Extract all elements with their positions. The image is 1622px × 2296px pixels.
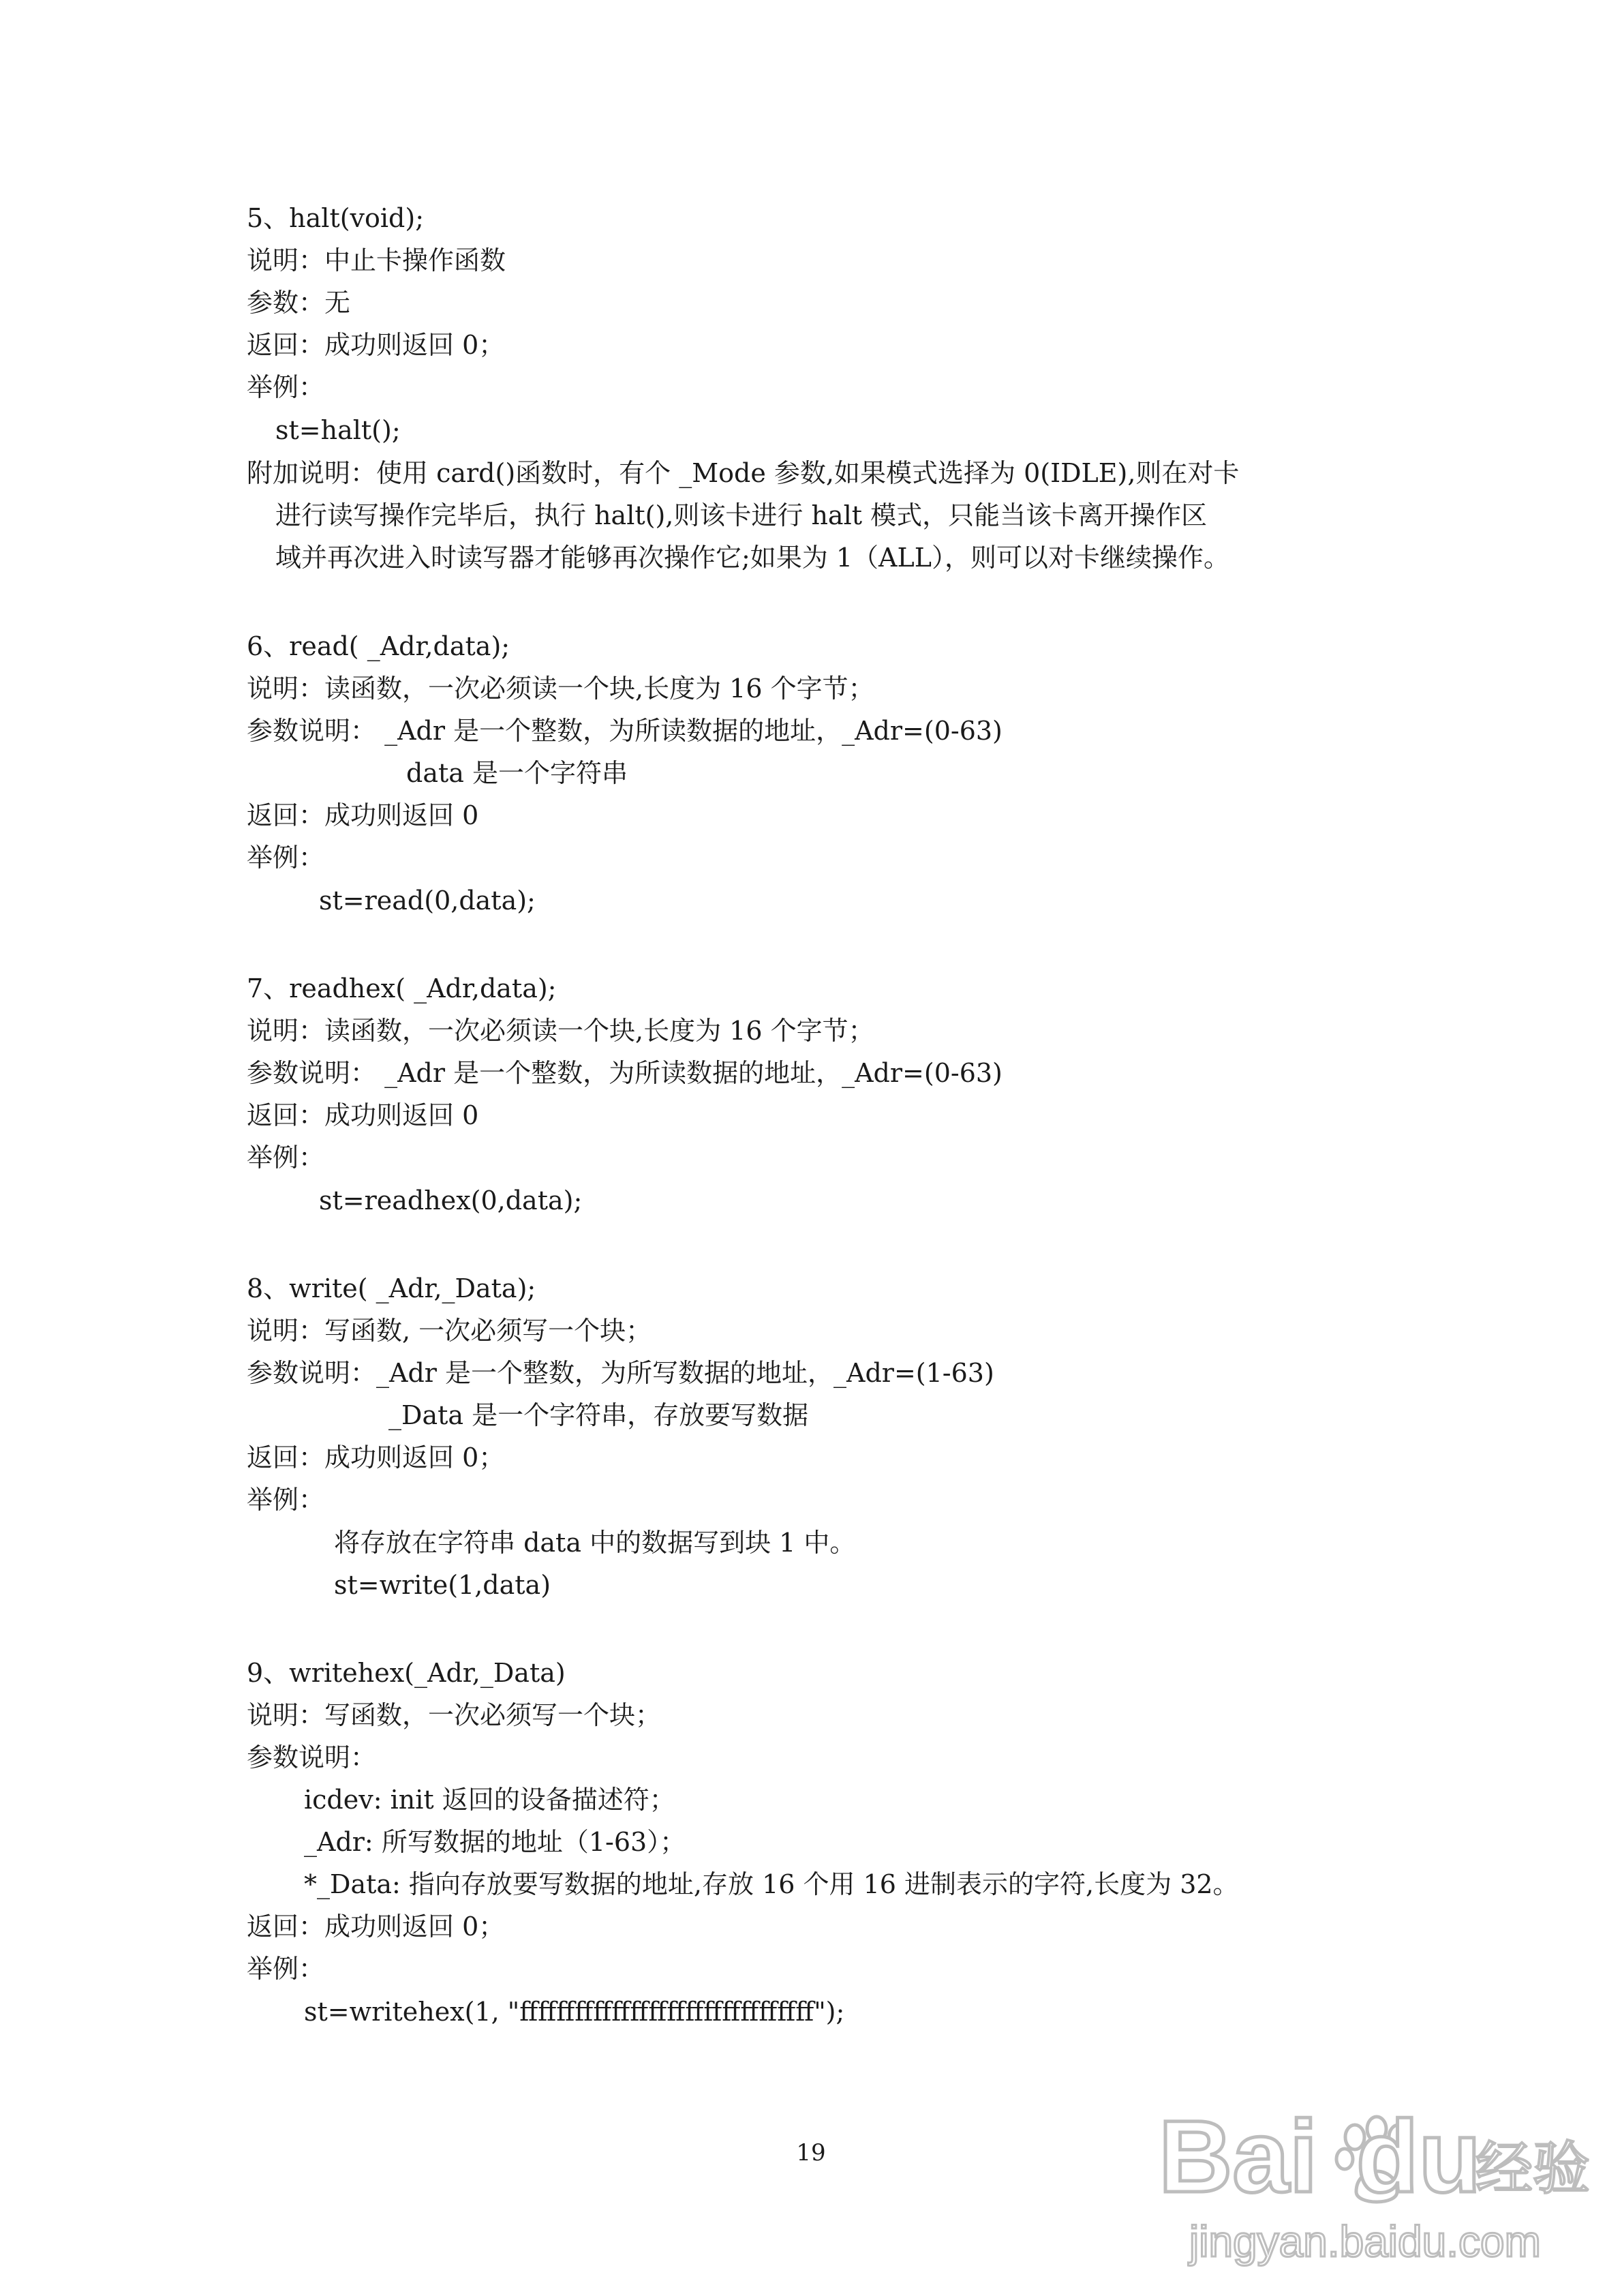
section-7-title: 7、readhex( _Adr,data); [247,973,557,1003]
section-9-title: 9、writehex(_Adr,_Data) [247,1658,566,1688]
section-8-return: 返回：成功则返回 0； [247,1442,505,1472]
section-8-desc: 说明：写函数, 一次必须写一个块； [247,1316,652,1346]
section-8-code: st=write(1,data) [334,1570,551,1600]
section-9-param-label: 参数说明： [247,1742,377,1772]
section-6-param-line1: 参数说明： _Adr 是一个整数，为所读数据的地址，_Adr=(0-63) [247,716,1003,746]
section-8-param-line2: _Data 是一个字符串，存放要写数据 [388,1400,809,1430]
section-5-note-line2: 进行读写操作完毕后，执行 halt(),则该卡进行 halt 模式，只能当该卡离开操作区 [275,500,1208,530]
section-6-example-label: 举例： [247,843,325,873]
section-6-code: st=read(0,data); [319,886,536,916]
section-6-title: 6、read( _Adr,data); [247,631,510,661]
section-5-return: 返回：成功则返回 0； [247,330,505,360]
section-6-param-line2: data 是一个字符串 [406,758,628,788]
section-5-code: st=halt(); [275,415,401,445]
section-7-return: 返回：成功则返回 0 [247,1100,479,1130]
page-number: 19 [796,2139,826,2166]
section-9-code: st=writehex(1, "ffffffffffffffffffffffffffffffff"); [304,1997,845,2027]
section-5-note-line1: 附加说明：使用 card()函数时，有个 _Mode 参数,如果模式选择为 0(IDLE),则在对卡 [247,458,1240,488]
section-8-code-comment: 将存放在字符串 data 中的数据写到块 1 中。 [334,1528,856,1558]
watermark-url: jingyan.baidu.com [1189,2217,1541,2266]
section-9-param-adr: _Adr: 所写数据的地址（1-63）； [304,1827,686,1857]
section-6-return: 返回：成功则返回 0 [247,800,479,830]
section-6-desc: 说明：读函数，一次必须读一个块,长度为 16 个字节； [247,674,874,704]
section-9-desc: 说明：写函数，一次必须写一个块； [247,1700,662,1730]
baidu-jingyan-watermark-logo [1152,2076,1602,2280]
section-8-param-line1: 参数说明：_Adr 是一个整数，为所写数据的地址，_Adr=(1-63) [247,1358,994,1388]
section-8-example-label: 举例： [247,1485,325,1515]
section-9-return: 返回：成功则返回 0； [247,1912,505,1942]
section-7-example-label: 举例： [247,1143,325,1173]
section-7-desc: 说明：读函数，一次必须读一个块,长度为 16 个字节； [247,1016,874,1046]
section-9-param-data: *_Data: 指向存放要写数据的地址,存放 16 个用 16 进制表示的字符,长度为 32。 [304,1869,1239,1899]
section-5-note-line3: 域并再次进入时读写器才能够再次操作它;如果为 1（ALL），则可以对卡继续操作。 [275,543,1229,573]
section-5-desc: 说明：中止卡操作函数 [247,245,506,275]
section-9-param-icdev: icdev: init 返回的设备描述符； [304,1785,675,1815]
section-7-code: st=readhex(0,data); [319,1185,583,1215]
watermark-brand-text: Bai [1159,2099,1318,2214]
section-5-example-label: 举例： [247,372,325,402]
section-8-title: 8、write( _Adr,_Data); [247,1273,536,1303]
watermark-brand-text-2: du [1356,2099,1482,2214]
section-5-title: 5、halt(void); [247,203,425,233]
section-9-example-label: 举例： [247,1954,325,1984]
section-7-param: 参数说明： _Adr 是一个整数，为所读数据的地址，_Adr=(0-63) [247,1058,1003,1088]
section-5-param: 参数：无 [247,288,351,318]
watermark-cn-text: 经验 [1475,2135,1591,2202]
